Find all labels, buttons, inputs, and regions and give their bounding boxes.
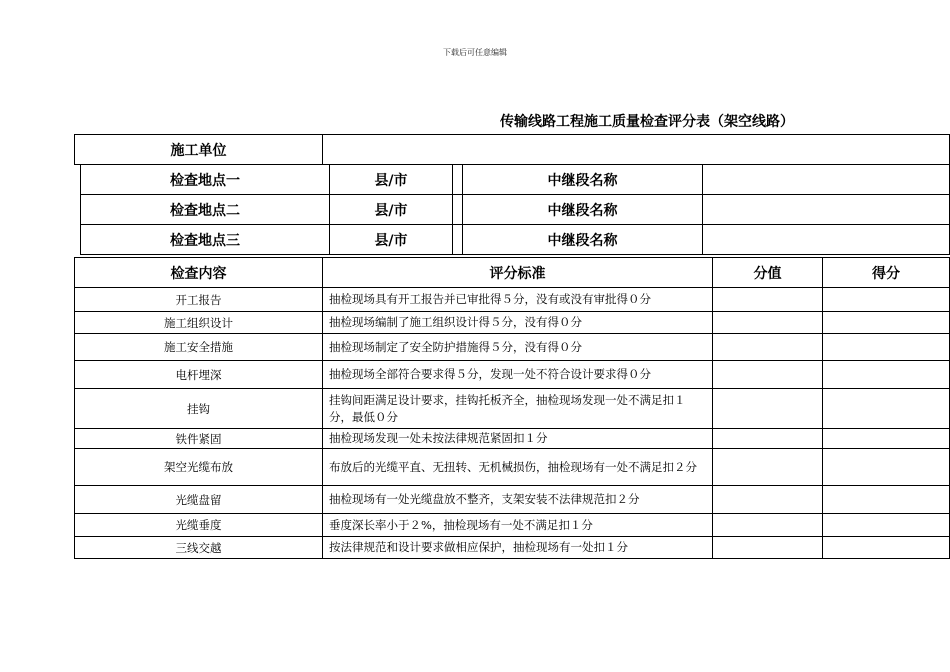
header-score: 得分 xyxy=(823,258,950,288)
table-row xyxy=(75,514,950,537)
inspection-points-table xyxy=(80,164,950,255)
points-cell[interactable] xyxy=(713,537,823,559)
scoring-standard: 抽检现场制定了安全防护措施得５分，没有得０分 xyxy=(323,334,713,361)
inspection-point-row xyxy=(81,225,950,255)
check-item: 挂钩 xyxy=(75,389,323,429)
points-cell[interactable] xyxy=(713,514,823,537)
header-content: 检查内容 xyxy=(75,258,323,288)
check-item: 开工报告 xyxy=(75,288,323,312)
check-item: 铁件紧固 xyxy=(75,429,323,449)
points-cell[interactable] xyxy=(713,389,823,429)
scoring-standard: 挂钩间距满足设计要求，挂钩托板齐全，抽检现场发现一处不满足扣１分，最低０分 xyxy=(323,389,713,429)
table-row xyxy=(75,449,950,486)
scoring-standard: 抽检现场发现一处未按法律规范紧固扣１分 xyxy=(323,429,713,449)
score-cell[interactable] xyxy=(823,514,950,537)
check-item: 施工组织设计 xyxy=(75,312,323,334)
check-item: 电杆埋深 xyxy=(75,361,323,389)
score-cell[interactable] xyxy=(823,288,950,312)
table-row xyxy=(75,288,950,312)
check-item: 三线交越 xyxy=(75,537,323,559)
segment-name-label: 中继段名称 xyxy=(463,165,703,195)
check-item: 光缆盘留 xyxy=(75,486,323,514)
table-row xyxy=(75,389,950,429)
region-input-cell[interactable] xyxy=(453,165,463,195)
region-input-cell[interactable] xyxy=(453,195,463,225)
score-cell[interactable] xyxy=(823,449,950,486)
score-cell[interactable] xyxy=(823,389,950,429)
points-cell[interactable] xyxy=(713,361,823,389)
score-cell[interactable] xyxy=(823,429,950,449)
region-label: 县/市 xyxy=(330,195,453,225)
inspection-point-label: 检查地点三 xyxy=(81,225,330,255)
table-row xyxy=(75,537,950,559)
region-label: 县/市 xyxy=(330,165,453,195)
inspection-point-row xyxy=(81,195,950,225)
region-input-cell[interactable] xyxy=(453,225,463,255)
segment-name-value[interactable] xyxy=(703,165,950,195)
table-row xyxy=(75,334,950,361)
points-cell[interactable] xyxy=(713,312,823,334)
points-cell[interactable] xyxy=(713,486,823,514)
table-row xyxy=(75,312,950,334)
segment-name-label: 中继段名称 xyxy=(463,225,703,255)
score-cell[interactable] xyxy=(823,486,950,514)
scoring-standard: 抽检现场具有开工报告并已审批得５分，没有或没有审批得０分 xyxy=(323,288,713,312)
region-label: 县/市 xyxy=(330,225,453,255)
inspection-point-label: 检查地点一 xyxy=(81,165,330,195)
score-cell[interactable] xyxy=(823,361,950,389)
scoring-standard: 抽检现场有一处光缆盘放不整齐，支架安装不法律规范扣２分 xyxy=(323,486,713,514)
check-item: 施工安全措施 xyxy=(75,334,323,361)
header-points: 分值 xyxy=(713,258,823,288)
inspection-point-label: 检查地点二 xyxy=(81,195,330,225)
construction-unit-row xyxy=(75,135,950,165)
construction-unit-value[interactable] xyxy=(323,135,950,165)
scoring-standard: 抽检现场编制了施工组织设计得５分，没有得０分 xyxy=(323,312,713,334)
score-cell[interactable] xyxy=(823,537,950,559)
scoring-standard: 抽检现场全部符合要求得５分，发现一处不符合设计要求得０分 xyxy=(323,361,713,389)
header-standard: 评分标准 xyxy=(323,258,713,288)
score-cell[interactable] xyxy=(823,334,950,361)
points-cell[interactable] xyxy=(713,429,823,449)
segment-name-value[interactable] xyxy=(703,195,950,225)
page-title: 传输线路工程施工质量检查评分表（架空线路） xyxy=(500,114,794,130)
table-row xyxy=(75,429,950,449)
scoring-standard: 垂度深长率小于２%，抽检现场有一处不满足扣１分 xyxy=(323,514,713,537)
inspection-point-row xyxy=(81,165,950,195)
points-cell[interactable] xyxy=(713,449,823,486)
scoring-table xyxy=(74,257,950,559)
construction-unit-label: 施工单位 xyxy=(75,135,323,165)
scoring-header-row xyxy=(75,258,950,288)
construction-unit-table xyxy=(74,134,950,165)
scoring-standard: 按法律规范和设计要求做相应保护，抽检现场有一处扣１分 xyxy=(323,537,713,559)
points-cell[interactable] xyxy=(713,334,823,361)
scoring-standard: 布放后的光缆平直、无扭转、无机械损伤，抽检现场有一处不满足扣２分 xyxy=(323,449,713,486)
points-cell[interactable] xyxy=(713,288,823,312)
segment-name-label: 中继段名称 xyxy=(463,195,703,225)
table-row xyxy=(75,486,950,514)
check-item: 架空光缆布放 xyxy=(75,449,323,486)
check-item: 光缆垂度 xyxy=(75,514,323,537)
segment-name-value[interactable] xyxy=(703,225,950,255)
score-cell[interactable] xyxy=(823,312,950,334)
watermark-text: 下载后可任意编辑 xyxy=(443,48,507,57)
table-row xyxy=(75,361,950,389)
